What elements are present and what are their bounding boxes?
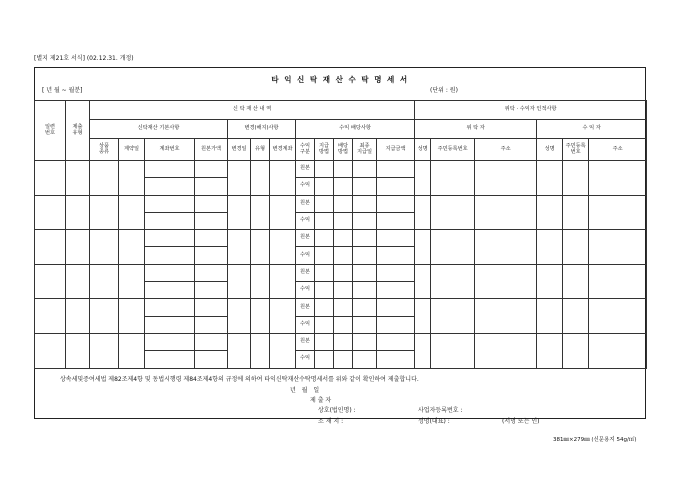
cell-change-type[interactable] (251, 333, 270, 368)
cell-pay-amount[interactable] (377, 212, 415, 229)
header-profit-distribution: 수익 배당사항 (296, 120, 415, 139)
cell-principal-amount[interactable] (195, 161, 228, 178)
cell-submit-type[interactable] (66, 195, 90, 230)
header-trustor-beneficiary-info: 위탁 · 수익자 인적사항 (415, 101, 647, 120)
cell-trustor-address[interactable] (475, 161, 537, 196)
cell-principal-amount[interactable] (195, 195, 228, 212)
cell-trustor-address[interactable] (475, 299, 537, 334)
cell-product-type[interactable] (90, 299, 119, 334)
cell-pay-amount[interactable] (377, 230, 415, 247)
cell-contract-date[interactable] (119, 299, 145, 334)
cell-beneficiary-id[interactable] (563, 161, 589, 196)
col-principal-amount: 원본가액 (195, 139, 228, 161)
cell-submit-type[interactable] (66, 264, 90, 299)
cell-pay-method[interactable] (315, 212, 334, 229)
cell-pay-amount[interactable] (377, 299, 415, 316)
cell-dividend-method[interactable] (334, 316, 353, 333)
table-row (35, 195, 647, 212)
cell-trustor-id[interactable] (431, 195, 475, 230)
cell-pay-method[interactable] (315, 247, 334, 264)
cell-change-date[interactable] (228, 333, 251, 368)
cell-beneficiary-address[interactable] (589, 161, 647, 196)
cell-serial-no[interactable] (35, 230, 66, 265)
cell-trustor-name[interactable] (415, 333, 431, 368)
cell-trustor-address[interactable] (475, 230, 537, 265)
cell-account-no[interactable] (145, 282, 195, 299)
cell-change-date[interactable] (228, 264, 251, 299)
cell-principal-amount[interactable] (195, 247, 228, 264)
cell-principal-amount[interactable] (195, 212, 228, 229)
cell-trustor-id[interactable] (431, 161, 475, 196)
cell-beneficiary-address[interactable] (589, 299, 647, 334)
cell-beneficiary-address[interactable] (589, 230, 647, 265)
cell-beneficiary-id[interactable] (563, 299, 589, 334)
cell-change-account[interactable] (270, 230, 296, 265)
row-type-label: 원본 (296, 333, 315, 350)
cell-dividend-method[interactable] (334, 333, 353, 350)
cell-account-no[interactable] (145, 247, 195, 264)
col-trustor-address: 주소 (475, 139, 537, 161)
cell-beneficiary-id[interactable] (563, 264, 589, 299)
row-type-label: 원본 (296, 230, 315, 247)
cell-pay-amount[interactable] (377, 333, 415, 350)
cell-beneficiary-id[interactable] (563, 195, 589, 230)
cell-dividend-method[interactable] (334, 282, 353, 299)
col-beneficiary-id: 주민등록 번호 (563, 139, 589, 161)
cell-serial-no[interactable] (35, 161, 66, 196)
cell-final-pay-date[interactable] (353, 230, 377, 247)
header-submit-type: 제출 유형 (66, 101, 90, 161)
form-title: 타 익 신 탁 재 산 수 탁 명 세 서 (271, 75, 409, 84)
col-profit-type: 수익 구분 (296, 139, 315, 161)
cell-account-no[interactable] (145, 333, 195, 350)
cell-dividend-method[interactable] (334, 230, 353, 247)
table-row (35, 230, 647, 247)
signature-label: (서명 또는 인) (502, 418, 540, 425)
cell-beneficiary-id[interactable] (563, 333, 589, 368)
cell-trustor-address[interactable] (475, 195, 537, 230)
cell-trustor-address[interactable] (475, 333, 537, 368)
cell-product-type[interactable] (90, 230, 119, 265)
submission-date: 년 월 일 (290, 387, 322, 394)
cell-principal-amount[interactable] (195, 282, 228, 299)
col-pay-method: 지급 방법 (315, 139, 334, 161)
cell-account-no[interactable] (145, 195, 195, 212)
cell-pay-method[interactable] (315, 333, 334, 350)
cell-serial-no[interactable] (35, 264, 66, 299)
cell-change-date[interactable] (228, 299, 251, 334)
cell-final-pay-date[interactable] (353, 161, 377, 178)
col-dividend-method: 배당 방법 (334, 139, 353, 161)
cell-submit-type[interactable] (66, 299, 90, 334)
currency-unit: (단위 : 원) (430, 87, 458, 94)
row-type-label: 수익 (296, 178, 315, 195)
cell-account-no[interactable] (145, 230, 195, 247)
cell-beneficiary-name[interactable] (537, 333, 563, 368)
cell-dividend-method[interactable] (334, 195, 353, 212)
cell-final-pay-date[interactable] (353, 316, 377, 333)
cell-pay-amount[interactable] (377, 316, 415, 333)
cell-dividend-method[interactable] (334, 351, 353, 368)
cell-change-account[interactable] (270, 299, 296, 334)
cell-change-type[interactable] (251, 195, 270, 230)
cell-final-pay-date[interactable] (353, 299, 377, 316)
col-beneficiary-address: 주소 (589, 139, 647, 161)
col-pay-amount: 지급금액 (377, 139, 415, 161)
cell-pay-amount[interactable] (377, 178, 415, 195)
cell-beneficiary-name[interactable] (537, 264, 563, 299)
row-type-label: 원본 (296, 195, 315, 212)
header-trust-asset-details: 신 탁 재 산 내 역 (90, 101, 415, 120)
cell-product-type[interactable] (90, 161, 119, 196)
cell-beneficiary-address[interactable] (589, 264, 647, 299)
row-type-label: 수익 (296, 316, 315, 333)
cell-pay-method[interactable] (315, 230, 334, 247)
cell-pay-method[interactable] (315, 161, 334, 178)
cell-dividend-method[interactable] (334, 178, 353, 195)
cell-account-no[interactable] (145, 264, 195, 281)
company-name-label: 상호(법인명) : (318, 407, 356, 414)
cell-contract-date[interactable] (119, 161, 145, 196)
row-type-label: 수익 (296, 282, 315, 299)
col-change-type: 유형 (251, 139, 270, 161)
col-trustor-name: 성명 (415, 139, 431, 161)
cell-trustor-name[interactable] (415, 161, 431, 196)
cell-change-account[interactable] (270, 333, 296, 368)
col-change-date: 변경일 (228, 139, 251, 161)
cell-beneficiary-name[interactable] (537, 161, 563, 196)
table-row (35, 333, 647, 350)
cell-pay-method[interactable] (315, 195, 334, 212)
cell-serial-no[interactable] (35, 333, 66, 368)
cell-change-account[interactable] (270, 161, 296, 196)
cell-final-pay-date[interactable] (353, 195, 377, 212)
row-type-label: 원본 (296, 299, 315, 316)
row-type-label: 수익 (296, 212, 315, 229)
cell-pay-amount[interactable] (377, 195, 415, 212)
table-row (35, 264, 647, 281)
cell-account-no[interactable] (145, 178, 195, 195)
submission-statement: 상속세및증여세법 제82조제4항 및 동법시행령 제84조제4항의 규정에 의하여 타익신탁재산수탁명세서를 위와 같이 확인하여 제출합니다. (60, 376, 419, 383)
header-changes: 변경(해지)사항 (228, 120, 296, 139)
cell-trustor-name[interactable] (415, 299, 431, 334)
cell-change-type[interactable] (251, 230, 270, 265)
cell-trustor-address[interactable] (475, 264, 537, 299)
cell-product-type[interactable] (90, 195, 119, 230)
cell-pay-amount[interactable] (377, 264, 415, 281)
cell-change-account[interactable] (270, 264, 296, 299)
cell-pay-method[interactable] (315, 282, 334, 299)
col-trustor-id: 주민등록번호 (431, 139, 475, 161)
cell-trustor-name[interactable] (415, 264, 431, 299)
table-row (35, 161, 647, 178)
cell-product-type[interactable] (90, 264, 119, 299)
cell-principal-amount[interactable] (195, 316, 228, 333)
cell-account-no[interactable] (145, 161, 195, 178)
cell-principal-amount[interactable] (195, 351, 228, 368)
cell-dividend-method[interactable] (334, 264, 353, 281)
cell-trustor-id[interactable] (431, 299, 475, 334)
cell-trustor-name[interactable] (415, 195, 431, 230)
cell-change-date[interactable] (228, 195, 251, 230)
cell-final-pay-date[interactable] (353, 178, 377, 195)
cell-dividend-method[interactable] (334, 247, 353, 264)
cell-pay-amount[interactable] (377, 161, 415, 178)
cell-dividend-method[interactable] (334, 299, 353, 316)
row-type-label: 수익 (296, 351, 315, 368)
cell-account-no[interactable] (145, 212, 195, 229)
cell-contract-date[interactable] (119, 230, 145, 265)
cell-pay-method[interactable] (315, 264, 334, 281)
row-type-label: 원본 (296, 161, 315, 178)
col-final-pay-date: 최종 지급일 (353, 139, 377, 161)
cell-trustor-id[interactable] (431, 264, 475, 299)
header-beneficiary: 수 익 자 (537, 120, 647, 139)
cell-trustor-id[interactable] (431, 230, 475, 265)
cell-change-account[interactable] (270, 195, 296, 230)
business-number-label: 사업자등록번호 : (418, 407, 463, 414)
cell-submit-type[interactable] (66, 230, 90, 265)
cell-final-pay-date[interactable] (353, 212, 377, 229)
cell-final-pay-date[interactable] (353, 264, 377, 281)
cell-beneficiary-id[interactable] (563, 230, 589, 265)
cell-pay-method[interactable] (315, 351, 334, 368)
cell-change-date[interactable] (228, 161, 251, 196)
col-contract-date: 계약일 (119, 139, 145, 161)
form-number-label: [별지 제21호 서식] (02.12.31. 개정) (34, 55, 134, 62)
cell-serial-no[interactable] (35, 299, 66, 334)
cell-beneficiary-name[interactable] (537, 299, 563, 334)
cell-beneficiary-address[interactable] (589, 195, 647, 230)
reporting-period: [ 년 월 ~ 월분] (42, 87, 83, 94)
table-row (35, 299, 647, 316)
cell-submit-type[interactable] (66, 333, 90, 368)
cell-submit-type[interactable] (66, 161, 90, 196)
cell-dividend-method[interactable] (334, 212, 353, 229)
col-account-no: 계좌번호 (145, 139, 195, 161)
cell-pay-method[interactable] (315, 316, 334, 333)
trust-asset-table (34, 100, 647, 369)
cell-final-pay-date[interactable] (353, 333, 377, 350)
cell-change-type[interactable] (251, 161, 270, 196)
header-trustor: 위 탁 자 (415, 120, 537, 139)
cell-final-pay-date[interactable] (353, 282, 377, 299)
cell-final-pay-date[interactable] (353, 351, 377, 368)
cell-dividend-method[interactable] (334, 161, 353, 178)
cell-principal-amount[interactable] (195, 299, 228, 316)
cell-trustor-name[interactable] (415, 230, 431, 265)
cell-beneficiary-name[interactable] (537, 230, 563, 265)
cell-account-no[interactable] (145, 351, 195, 368)
cell-principal-amount[interactable] (195, 230, 228, 247)
submitter-label: 제 출 자 (310, 397, 332, 404)
cell-product-type[interactable] (90, 333, 119, 368)
cell-principal-amount[interactable] (195, 264, 228, 281)
row-type-label: 수익 (296, 247, 315, 264)
cell-change-type[interactable] (251, 264, 270, 299)
address-label: 소 재 지 : (318, 418, 344, 425)
cell-pay-amount[interactable] (377, 247, 415, 264)
representative-label: 성명(대표) : (418, 418, 450, 425)
cell-pay-amount[interactable] (377, 351, 415, 368)
cell-beneficiary-name[interactable] (537, 195, 563, 230)
cell-beneficiary-address[interactable] (589, 333, 647, 368)
cell-account-no[interactable] (145, 316, 195, 333)
cell-pay-amount[interactable] (377, 282, 415, 299)
paper-spec: 381㎜×279㎜ (신문용지 54g/㎡) (553, 437, 637, 443)
cell-contract-date[interactable] (119, 333, 145, 368)
cell-principal-amount[interactable] (195, 178, 228, 195)
cell-serial-no[interactable] (35, 195, 66, 230)
cell-pay-method[interactable] (315, 299, 334, 316)
col-change-account: 변경계좌 (270, 139, 296, 161)
cell-final-pay-date[interactable] (353, 247, 377, 264)
cell-account-no[interactable] (145, 299, 195, 316)
header-serial-no: 일련 번호 (35, 101, 66, 161)
cell-contract-date[interactable] (119, 264, 145, 299)
col-beneficiary-name: 성명 (537, 139, 563, 161)
col-product-type: 상품 종류 (90, 139, 119, 161)
cell-trustor-id[interactable] (431, 333, 475, 368)
header-basic-info: 신탁재산 기본사항 (90, 120, 228, 139)
cell-change-date[interactable] (228, 230, 251, 265)
cell-principal-amount[interactable] (195, 333, 228, 350)
cell-contract-date[interactable] (119, 195, 145, 230)
cell-pay-method[interactable] (315, 178, 334, 195)
row-type-label: 원본 (296, 264, 315, 281)
cell-change-type[interactable] (251, 299, 270, 334)
